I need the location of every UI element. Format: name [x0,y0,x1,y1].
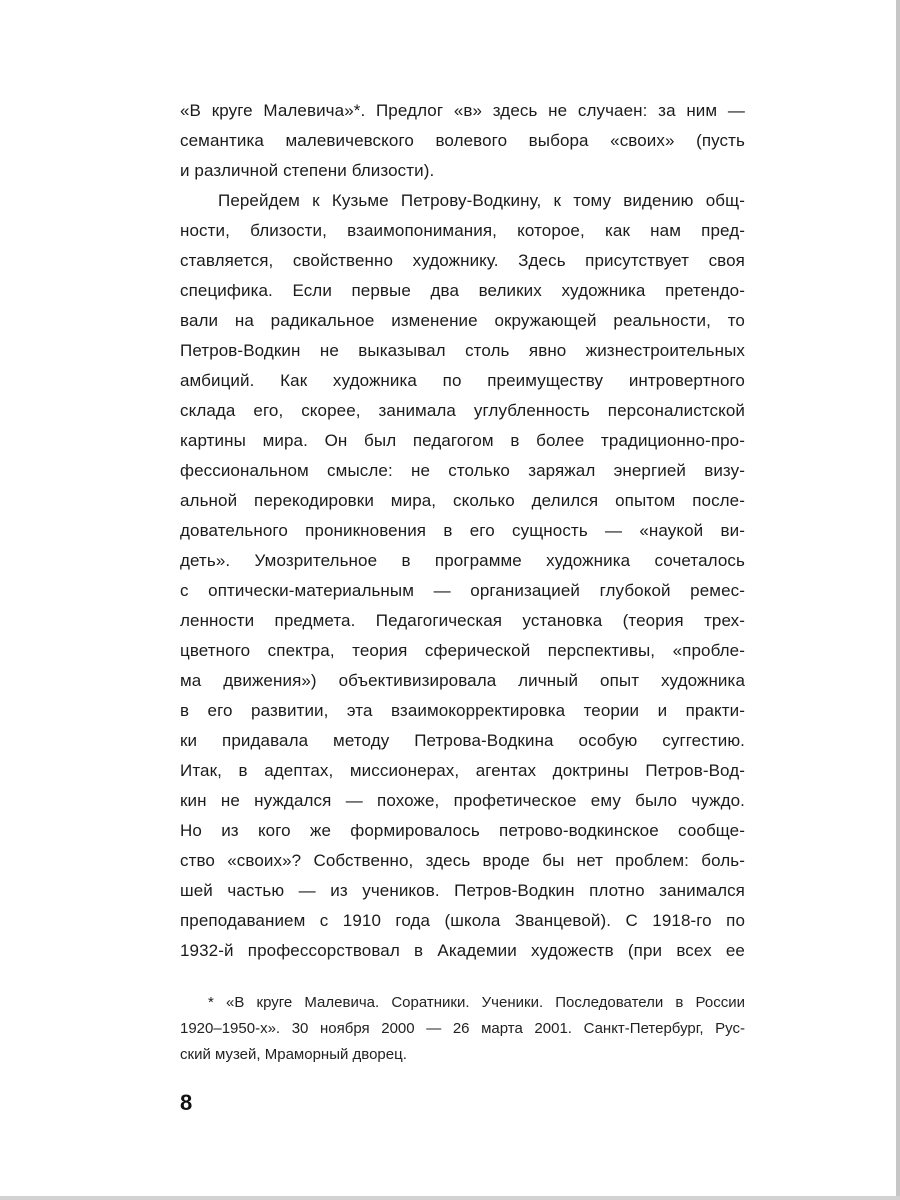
text-line: ма движения») объективизировала личный опыт художника [180,671,745,690]
text-line: «В круге Малевича»*. Предлог «в» здесь не случаен: за ним — [180,101,745,120]
text-line: цветного спектра, теория сферической перспективы, «пробле- [180,641,745,660]
text-line: ки придавала методу Петрова-Водкина особую суггестию. [180,731,745,750]
text-line: ство «своих»? Собственно, здесь вроде бы нет проблем: боль- [180,851,745,870]
paragraph-1 [180,96,745,186]
footnote-line: 1920–1950-х». 30 ноября 2000 — 26 марта 2001. Санкт-Петербург, Рус- [180,1020,745,1037]
text-line: ленности предмета. Педагогическая установка (теория трех- [180,611,745,630]
scan-edge-right [896,0,900,1200]
text-line: ставляется, свойственно художнику. Здесь присутствует своя [180,251,745,270]
footnote-line: * «В круге Малевича. Соратники. Ученики. Последователи в России [208,994,745,1011]
text-line: 1932-й профессорствовал в Академии художеств (при всех ее [180,941,745,960]
text-line: склада его, скорее, занимала углубленность персоналистской [180,401,745,420]
text-column [180,96,745,1116]
text-line: и различной степени близости). [180,161,435,180]
text-line: ности, близости, взаимопонимания, которое, как нам пред- [180,221,745,240]
text-line: Петров-Водкин не выказывал столь явно жизнестроительных [180,341,745,360]
text-line: преподаванием с 1910 года (школа Званцевой). С 1918-го по [180,911,745,930]
page-number: 8 [180,1090,193,1115]
text-line: с оптически-материальным — организацией глубокой ремес- [180,581,745,600]
text-line: амбиций. Как художника по преимуществу интровертного [180,371,745,390]
text-line: Перейдем к Кузьме Петрову-Водкину, к тому видению общ- [218,191,745,210]
text-line: вали на радикальное изменение окружающей реальности, то [180,311,745,330]
text-line: альной перекодировки мира, сколько делился опытом после- [180,491,745,510]
text-line: довательного проникновения в его сущность — «наукой ви- [180,521,745,540]
footnote [180,990,745,1068]
footnote-line: ский музей, Мраморный дворец. [180,1046,407,1063]
paragraph-2 [180,186,745,966]
text-line: Но из кого же формировалось петрово-водкинское сообще- [180,821,745,840]
text-line: кин не нуждался — похоже, профетическое ему было чуждо. [180,791,745,810]
text-line: деть». Умозрительное в программе художника сочеталось [180,551,745,570]
scan-edge-bottom [0,1196,900,1200]
text-line: семантика малевичевского волевого выбора «своих» (пусть [180,131,745,150]
text-line: шей частью — из учеников. Петров-Водкин плотно занимался [180,881,745,900]
text-line: специфика. Если первые два великих художника претендо- [180,281,745,300]
text-line: фессиональном смысле: не столько заряжал энергией визу- [180,461,745,480]
text-line: Итак, в адептах, миссионерах, агентах доктрины Петров-Вод- [180,761,745,780]
text-line: картины мира. Он был педагогом в более традиционно-про- [180,431,745,450]
text-line: в его развитии, эта взаимокорректировка теории и практи- [180,701,745,720]
